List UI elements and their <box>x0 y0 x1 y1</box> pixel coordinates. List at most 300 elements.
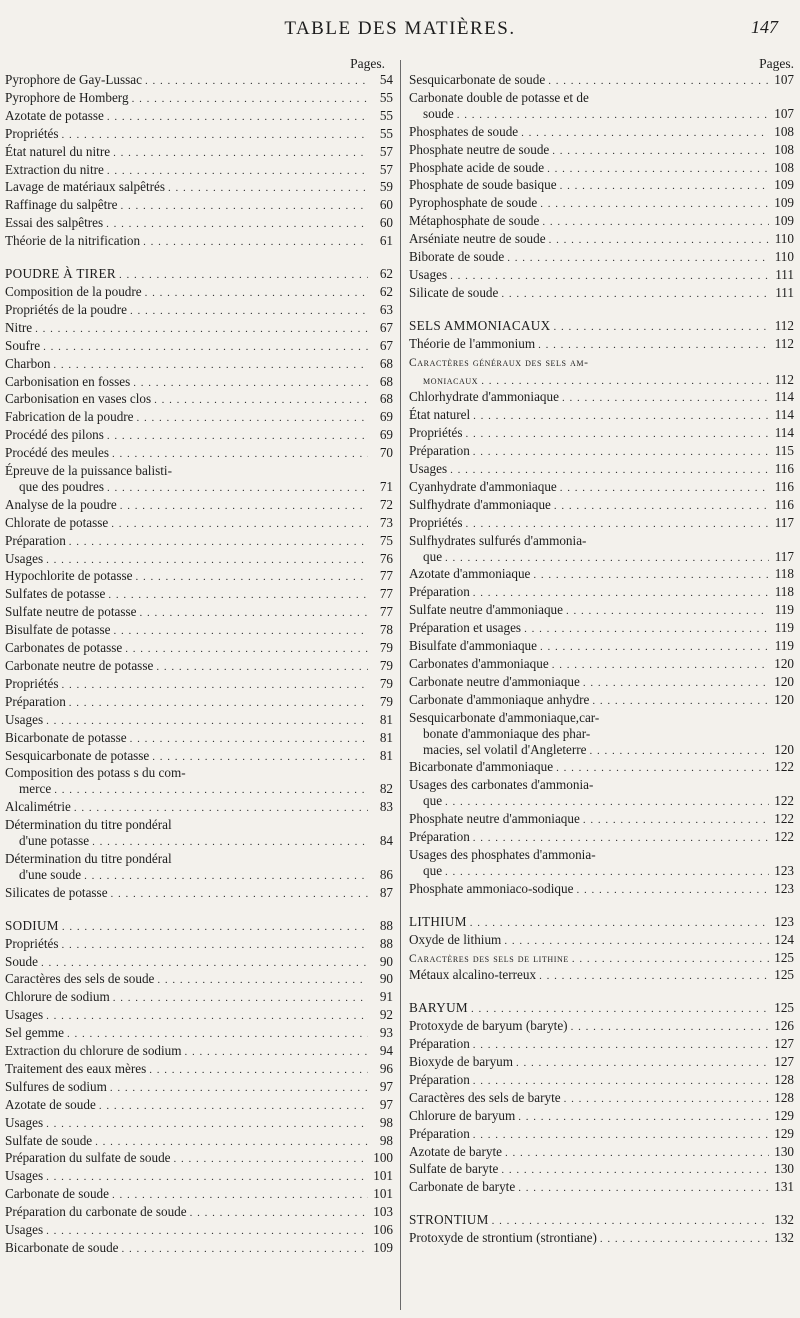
toc-entry <box>409 372 794 390</box>
toc-entry-title: Préparation et usages <box>409 620 522 636</box>
dot-leader <box>133 376 368 392</box>
section-gap <box>409 899 794 914</box>
toc-entry-page: 111 <box>775 284 794 300</box>
dot-leader <box>107 164 368 180</box>
section-gap <box>409 985 794 1000</box>
toc-entry <box>5 215 393 233</box>
toc-entry <box>409 72 794 90</box>
dot-leader <box>492 1214 769 1230</box>
toc-entry-page: 79 <box>379 675 393 691</box>
toc-entry-page: 84 <box>379 833 393 849</box>
toc-entry-page: 127 <box>774 1054 794 1070</box>
toc-entry-title: d'une soude <box>19 866 82 882</box>
toc-entry-title: Caractères des sels de lithine <box>409 952 569 965</box>
toc-entry-page: 97 <box>379 1096 393 1112</box>
toc-entry-page: 55 <box>379 125 393 141</box>
toc-entry-title: Pyrophosphate de soude <box>409 195 538 211</box>
pages-label: Pages. <box>759 56 794 71</box>
dot-leader <box>518 1181 769 1197</box>
dot-leader <box>552 658 769 674</box>
toc-entry <box>409 1230 794 1248</box>
toc-entry <box>409 142 794 160</box>
toc-entry <box>409 584 794 602</box>
toc-entry-page: 110 <box>774 231 794 247</box>
dot-leader <box>473 409 769 425</box>
toc-entry-page: 90 <box>379 953 393 969</box>
toc-entry-title: Silicates de potasse <box>5 884 108 900</box>
toc-entry <box>409 1072 794 1090</box>
toc-entry-page: 75 <box>379 532 393 548</box>
toc-entry <box>5 604 393 622</box>
toc-entry-page: 77 <box>379 568 393 584</box>
toc-entry <box>409 515 794 533</box>
toc-entry-title: Oxyde de lithium <box>409 931 502 947</box>
toc-entry-page: 83 <box>379 799 393 815</box>
toc-entry-title: Propriétés de la poudre <box>5 301 127 317</box>
toc-entry <box>5 515 393 533</box>
toc-entry-title: Sulfates de potasse <box>5 586 106 602</box>
toc-entry-page: 120 <box>774 673 794 689</box>
toc-entry-page: 117 <box>774 548 794 564</box>
toc-entry-page: 118 <box>774 584 794 600</box>
toc-entry-page: 78 <box>379 622 393 638</box>
toc-entry-page: 116 <box>774 478 794 494</box>
toc-entry-title: Bioxyde de baryum <box>409 1054 514 1070</box>
toc-entry-title: Sulfhydrates sulfurés d'ammonia- <box>409 532 587 548</box>
dot-leader <box>583 813 769 829</box>
toc-entry-title: POUDRE À TIRER <box>5 266 116 282</box>
toc-entry <box>409 90 794 106</box>
toc-entry <box>409 336 794 354</box>
column-divider <box>400 60 401 1310</box>
toc-entry-page: 62 <box>379 266 393 282</box>
toc-entry-title: Sulfate neutre d'ammoniaque <box>409 602 563 618</box>
dot-leader <box>174 1152 368 1168</box>
dot-leader <box>130 732 368 748</box>
toc-entry-title: d'une potasse <box>19 833 90 849</box>
toc-entry <box>5 885 393 903</box>
toc-entry-title: Métaux alcalino-terreux <box>409 967 537 983</box>
toc-entry-page: 100 <box>373 1150 393 1166</box>
toc-entry-page: 129 <box>774 1125 794 1141</box>
toc-entry-page: 81 <box>379 711 393 727</box>
toc-entry <box>5 320 393 338</box>
toc-entry-page: 101 <box>373 1168 393 1184</box>
toc-entry <box>5 1025 393 1043</box>
toc-entry-page: 61 <box>379 233 393 249</box>
toc-entry <box>409 389 794 407</box>
toc-entry-page: 111 <box>775 266 794 282</box>
toc-entry-title: Composition des potass s du com- <box>5 765 186 781</box>
dot-leader <box>576 883 769 899</box>
dot-leader <box>108 588 368 604</box>
toc-entry-title: Biborate de soude <box>409 249 505 265</box>
dot-leader <box>554 499 769 515</box>
dot-leader <box>465 517 769 533</box>
toc-entry-page: 129 <box>774 1107 794 1123</box>
toc-entry <box>409 1126 794 1144</box>
section-heading <box>409 1000 794 1018</box>
toc-entry-page: 117 <box>774 514 794 530</box>
dot-leader <box>53 358 368 374</box>
dot-leader <box>507 251 769 267</box>
toc-entry <box>409 742 794 760</box>
toc-entry <box>5 427 393 445</box>
dot-leader <box>152 750 368 766</box>
toc-entry-page: 55 <box>379 107 393 123</box>
toc-entry <box>5 391 393 409</box>
toc-entry-title: Azotate de potasse <box>5 107 104 123</box>
toc-entry-title: Préparation <box>409 443 470 459</box>
toc-entry <box>409 267 794 285</box>
toc-entry-page: 125 <box>774 1000 794 1016</box>
toc-entry-title: Carbonate neutre de potasse <box>5 658 154 673</box>
toc-list-left <box>5 72 393 1258</box>
toc-entry-title: Cyanhydrate d'ammoniaque <box>409 478 557 494</box>
dot-leader <box>92 835 368 851</box>
toc-entry-title: Théorie de l'ammonium <box>409 335 536 351</box>
dot-leader <box>516 1056 769 1072</box>
dot-leader <box>445 795 769 811</box>
toc-entry-page: 115 <box>774 443 794 459</box>
toc-entry-title: que <box>423 862 443 878</box>
toc-entry <box>5 936 393 954</box>
dot-leader <box>552 144 769 160</box>
toc-entry-title: Préparation <box>409 1036 470 1052</box>
toc-entry <box>409 533 794 549</box>
toc-entry-title: État naturel <box>409 407 471 423</box>
toc-entry-page: 77 <box>379 604 393 620</box>
toc-entry <box>5 1115 393 1133</box>
dot-leader <box>450 269 769 285</box>
dot-leader <box>521 126 769 142</box>
toc-entry <box>409 777 794 793</box>
toc-entry-page: 54 <box>379 72 393 87</box>
dot-leader <box>504 934 769 950</box>
toc-entry <box>409 479 794 497</box>
dot-leader <box>583 676 769 692</box>
toc-entry <box>5 126 393 144</box>
toc-entry-page: 94 <box>379 1043 393 1059</box>
dot-leader <box>168 181 368 197</box>
toc-entry-title: Sel gemme <box>5 1025 64 1041</box>
toc-entry <box>409 726 794 742</box>
dot-leader <box>505 1146 769 1162</box>
toc-entry <box>5 533 393 551</box>
toc-column-right <box>409 56 794 1248</box>
section-gap <box>5 251 393 266</box>
dot-leader <box>132 92 368 108</box>
section-gap <box>409 1197 794 1212</box>
toc-entry-title: Phosphate ammoniaco-sodique <box>409 880 574 896</box>
dot-leader <box>99 1099 368 1115</box>
page-title: TABLE DES MATIÈRES. <box>284 18 516 39</box>
toc-entry-title: Sesquicarbonate de potasse <box>5 747 150 763</box>
toc-entry-page: 59 <box>379 179 393 195</box>
toc-entry <box>409 1108 794 1126</box>
toc-entry-page: 120 <box>774 741 794 757</box>
toc-entry-page: 128 <box>774 1089 794 1105</box>
toc-entry <box>5 463 393 479</box>
dot-leader <box>67 1027 368 1043</box>
toc-entry <box>409 620 794 638</box>
toc-entry <box>5 338 393 356</box>
toc-entry <box>5 1150 393 1168</box>
toc-entry-page: 86 <box>379 866 393 882</box>
dot-leader <box>122 1242 368 1258</box>
toc-entry-page: 112 <box>774 371 794 387</box>
dot-leader <box>113 624 368 640</box>
dot-leader <box>556 761 769 777</box>
toc-entry <box>5 586 393 604</box>
dot-leader <box>43 340 368 356</box>
toc-entry-page: 119 <box>774 602 794 618</box>
dot-leader <box>119 268 368 284</box>
toc-entry-title: Carbonate neutre d'ammoniaque <box>409 673 580 689</box>
toc-entry-page: 103 <box>373 1204 393 1220</box>
dot-leader <box>465 427 769 443</box>
toc-entry-page: 123 <box>774 913 794 929</box>
toc-entry-title: Usages <box>5 1168 44 1184</box>
toc-entry <box>409 847 794 863</box>
section-gap <box>409 303 794 318</box>
toc-entry-title: Sulfhydrate d'ammoniaque <box>409 496 551 512</box>
toc-entry <box>5 712 393 730</box>
toc-entry-title: Lavage de matériaux salpêtrés <box>5 179 166 195</box>
toc-entry-page: 70 <box>379 445 393 461</box>
toc-entry <box>5 551 393 569</box>
toc-entry <box>409 638 794 656</box>
toc-entry <box>5 197 393 215</box>
toc-entry-title: Bicarbonate d'ammoniaque <box>409 759 554 775</box>
dot-leader <box>548 74 769 90</box>
toc-entry <box>409 656 794 674</box>
toc-entry-title: que des poudres <box>19 478 104 494</box>
toc-entry-title: macies, sel volatil d'Angleterre <box>423 741 587 757</box>
toc-entry-page: 68 <box>379 355 393 371</box>
toc-entry <box>409 497 794 515</box>
toc-entry <box>5 694 393 712</box>
toc-entry-page: 132 <box>774 1212 794 1228</box>
dot-leader <box>139 606 368 622</box>
toc-entry-page: 79 <box>379 640 393 656</box>
dot-leader <box>61 128 368 144</box>
dot-leader <box>95 1135 368 1151</box>
toc-entry-title: Carbonate double de potasse et de <box>409 89 589 105</box>
toc-entry-page: 130 <box>774 1143 794 1159</box>
toc-entry <box>409 1179 794 1197</box>
dot-leader <box>457 108 769 124</box>
toc-entry-title: Carbonisation en fosses <box>5 373 131 389</box>
toc-entry <box>409 1144 794 1162</box>
toc-entry-title: Phosphate acide de soude <box>409 159 545 175</box>
dot-leader <box>69 535 368 551</box>
toc-entry-title: Préparation du carbonate de soude <box>5 1204 187 1220</box>
toc-entry-page: 69 <box>379 409 393 425</box>
toc-entry-title: Raffinage du salpêtre <box>5 197 118 213</box>
toc-entry-page: 63 <box>379 301 393 317</box>
toc-entry <box>5 108 393 126</box>
toc-entry <box>409 1036 794 1054</box>
toc-entry-page: 87 <box>379 884 393 900</box>
toc-entry-title: Préparation <box>5 693 66 709</box>
toc-entry-title: Azotate d'ammoniaque <box>409 566 531 582</box>
toc-entry-title: Sulfures de sodium <box>5 1078 107 1094</box>
toc-entry <box>409 881 794 899</box>
dot-leader <box>524 622 769 638</box>
toc-entry-title: Préparation <box>5 532 66 548</box>
toc-entry-page: 88 <box>379 935 393 951</box>
toc-entry-title: Procédé des pilons <box>5 427 104 443</box>
toc-entry <box>5 356 393 374</box>
toc-entry-page: 114 <box>774 425 794 441</box>
toc-entry-title: Hypochlorite de potasse <box>5 568 133 584</box>
pages-label: Pages. <box>350 56 385 71</box>
toc-entry-page: 119 <box>774 620 794 636</box>
toc-entry-title: Sesquicarbonate de soude <box>409 72 546 87</box>
toc-entry <box>409 106 794 124</box>
toc-entry-title: Épreuve de la puissance balisti- <box>5 463 172 479</box>
toc-entry-title: Carbonate de soude <box>5 1186 109 1202</box>
toc-entry <box>5 409 393 427</box>
toc-entry-title: Bicarbonate de soude <box>5 1240 119 1255</box>
toc-entry-title: Fabrication de la poudre <box>5 409 134 425</box>
dot-leader <box>473 1128 769 1144</box>
toc-entry-title: Carbonate de baryte <box>409 1179 516 1195</box>
toc-entry-page: 120 <box>774 656 794 671</box>
toc-entry <box>409 213 794 231</box>
toc-entry <box>409 692 794 710</box>
toc-entry-title: Composition de la poudre <box>5 283 142 299</box>
dot-leader <box>113 146 368 162</box>
toc-entry-title: Usages <box>5 711 44 727</box>
toc-entry-page: 57 <box>379 143 393 159</box>
dot-leader <box>121 199 368 215</box>
toc-entry-page: 122 <box>774 759 794 775</box>
toc-entry-page: 123 <box>774 862 794 878</box>
dot-leader <box>125 642 368 658</box>
toc-entry <box>5 1043 393 1061</box>
toc-entry-title: moniacaux <box>423 374 479 387</box>
toc-entry-title: Protoxyde de baryum (baryte) <box>409 1018 568 1034</box>
toc-entry-page: 109 <box>774 177 794 193</box>
toc-entry-title: Procédé des meules <box>5 445 109 461</box>
dot-leader <box>62 920 368 936</box>
toc-entry <box>5 765 393 781</box>
toc-entry-page: 109 <box>774 213 794 229</box>
toc-entry <box>5 989 393 1007</box>
dot-leader <box>190 1206 368 1222</box>
toc-entry-title: Chlorhydrate d'ammoniaque <box>409 389 559 405</box>
dot-leader <box>445 865 769 881</box>
toc-entry <box>409 950 794 968</box>
toc-entry <box>5 1007 393 1025</box>
toc-entry-page: 112 <box>774 317 794 333</box>
toc-entry-title: Chlorure de baryum <box>409 1107 516 1123</box>
toc-entry <box>409 231 794 249</box>
dot-leader <box>560 179 769 195</box>
dot-leader <box>107 110 368 126</box>
toc-entry <box>5 971 393 989</box>
toc-entry-page: 110 <box>774 249 794 265</box>
toc-entry <box>5 497 393 515</box>
dot-leader <box>473 831 769 847</box>
toc-entry-title: Essai des salpêtres <box>5 215 104 231</box>
toc-entry-page: 55 <box>379 89 393 105</box>
toc-entry-page: 114 <box>774 407 794 423</box>
toc-entry-page: 71 <box>379 478 393 494</box>
toc-entry-title: Caractères des sels de baryte <box>409 1089 561 1105</box>
toc-entry <box>5 833 393 851</box>
dot-leader <box>157 973 368 989</box>
toc-entry <box>409 195 794 213</box>
dot-leader <box>518 1110 769 1126</box>
toc-entry-title: Caractères des sels de soude <box>5 971 155 987</box>
toc-entry-page: 122 <box>774 811 794 827</box>
toc-entry-title: Détermination du titre pondéral <box>5 850 172 866</box>
toc-entry-title: Bisulfate d'ammoniaque <box>409 638 537 654</box>
dot-leader <box>538 338 769 354</box>
toc-entry-title: Sulfate neutre de potasse <box>5 604 137 620</box>
toc-entry-title: merce <box>19 781 52 797</box>
dot-leader <box>46 553 368 569</box>
toc-entry-title: Propriétés <box>409 514 463 530</box>
toc-entry-page: 69 <box>379 427 393 443</box>
toc-entry <box>5 730 393 748</box>
toc-entry-page: 116 <box>774 461 794 477</box>
toc-entry-title: LITHIUM <box>409 913 467 929</box>
dot-leader <box>470 916 769 932</box>
toc-entry-title: Phosphate de soude basique <box>409 177 557 193</box>
toc-entry-page: 114 <box>774 389 794 405</box>
toc-entry <box>5 676 393 694</box>
toc-entry-title: Bisulfate de potasse <box>5 622 111 638</box>
dot-leader <box>46 1224 368 1240</box>
toc-entry-title: Traitement des eaux mères <box>5 1060 147 1076</box>
toc-entry-title: État naturel du nitre <box>5 143 111 159</box>
dot-leader <box>74 801 368 817</box>
toc-entry <box>5 1061 393 1079</box>
toc-entry-title: Phosphates de soude <box>409 123 519 139</box>
toc-entry-title: Alcalimétrie <box>5 799 71 815</box>
toc-entry-page: 77 <box>379 586 393 602</box>
toc-entry-title: Usages <box>409 266 448 282</box>
toc-entry-title: Préparation <box>409 584 470 600</box>
toc-entry-page: 112 <box>774 335 794 351</box>
dot-leader <box>562 391 769 407</box>
dot-leader <box>46 1170 368 1186</box>
toc-entry-title: Chlorate de potasse <box>5 514 109 530</box>
toc-entry-title: que <box>423 793 443 809</box>
toc-entry-page: 68 <box>379 391 393 407</box>
dot-leader <box>61 938 368 954</box>
toc-entry-title: Nitre <box>5 319 33 335</box>
toc-entry-page: 108 <box>774 159 794 175</box>
toc-entry-title: Préparation <box>409 829 470 845</box>
toc-entry <box>5 1222 393 1240</box>
toc-entry-title: Théorie de la nitrification <box>5 233 141 249</box>
toc-entry-page: 120 <box>774 691 794 707</box>
toc-entry <box>409 566 794 584</box>
dot-leader <box>156 660 368 676</box>
toc-entry-page: 79 <box>379 658 393 673</box>
dot-leader <box>445 551 769 567</box>
toc-entry-title: Préparation du sulfate de soude <box>5 1150 171 1166</box>
toc-entry-page: 130 <box>774 1161 794 1177</box>
dot-leader <box>46 1009 368 1025</box>
dot-leader <box>542 215 769 231</box>
toc-entry-title: BARYUM <box>409 1000 468 1016</box>
